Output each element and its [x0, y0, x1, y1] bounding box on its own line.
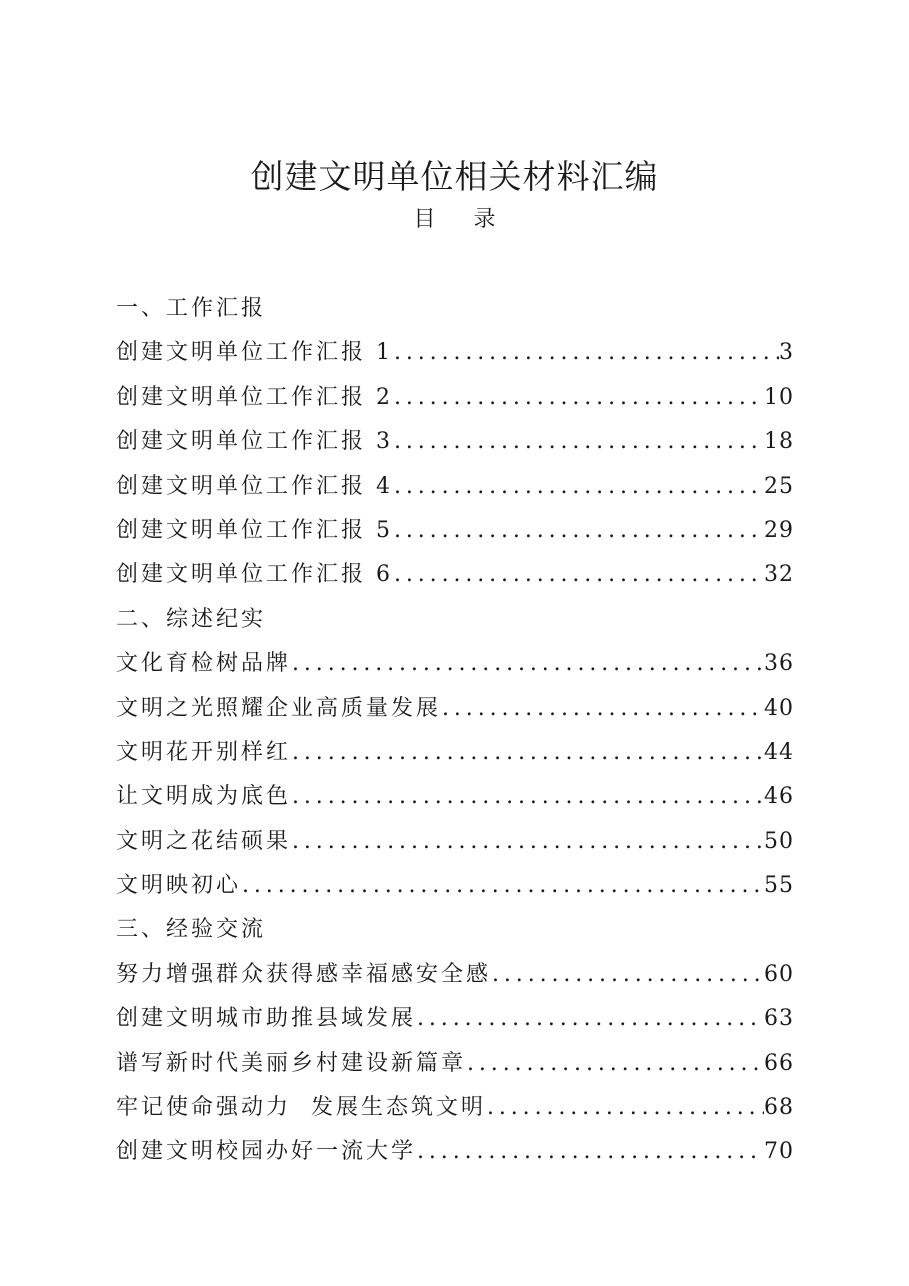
- entry-title: 文化育检树品牌: [116, 651, 292, 677]
- toc-entry[interactable]: [116, 1086, 794, 1130]
- entry-title: 牢记使命强动力 发展生态筑文明: [116, 1095, 486, 1121]
- entry-title: 创建文明单位工作汇报 3: [116, 429, 393, 455]
- toc-entry[interactable]: [116, 687, 794, 731]
- toc-section-experience-exchange: [116, 908, 794, 1174]
- dot-leader: [417, 1130, 764, 1174]
- toc-entry[interactable]: [116, 1042, 794, 1086]
- entry-page-number: 10: [764, 384, 794, 410]
- toc-entry[interactable]: [116, 731, 794, 775]
- entry-page-number: 40: [764, 695, 794, 721]
- entry-title: 创建文明单位工作汇报 1: [116, 340, 393, 366]
- dot-leader: [394, 465, 764, 509]
- entry-page-number: 55: [764, 873, 794, 899]
- entry-title: 文明之光照耀企业高质量发展: [116, 695, 442, 721]
- entry-page-number: 60: [764, 961, 794, 987]
- entry-page-number: 25: [764, 473, 794, 499]
- entry-page-number: 68: [764, 1095, 794, 1121]
- toc-section-overview-records: [116, 598, 794, 909]
- entry-page-number: 46: [764, 784, 794, 810]
- dot-leader: [394, 420, 764, 464]
- entry-page-number: 29: [764, 517, 794, 543]
- dot-leader: [394, 509, 764, 553]
- dot-leader: [492, 953, 764, 997]
- entry-title: 创建文明单位工作汇报 6: [116, 562, 393, 588]
- table-of-contents: [116, 287, 794, 1175]
- section-heading: 一、工作汇报: [116, 296, 267, 321]
- document-title: 创建文明单位相关材料汇编: [250, 157, 659, 196]
- toc-entry[interactable]: [116, 509, 794, 553]
- entry-title: 文明映初心: [116, 873, 242, 899]
- dot-leader: [394, 553, 764, 597]
- entry-page-number: 36: [764, 651, 794, 677]
- dot-leader: [292, 731, 764, 775]
- entry-title: 谱写新时代美丽乡村建设新篇章: [116, 1050, 467, 1076]
- dot-leader: [292, 820, 764, 864]
- entry-title: 让文明成为底色: [116, 784, 292, 810]
- toc-entry[interactable]: [116, 997, 794, 1041]
- entry-page-number: 44: [764, 739, 794, 765]
- entry-title: 创建文明单位工作汇报 2: [116, 384, 393, 410]
- toc-entry[interactable]: [116, 864, 794, 908]
- entry-page-number: 70: [764, 1139, 794, 1165]
- entry-title: 创建文明单位工作汇报 5: [116, 517, 393, 543]
- toc-entry[interactable]: [116, 775, 794, 819]
- toc-entry[interactable]: [116, 465, 794, 509]
- entry-title: 努力增强群众获得感幸福感安全感: [116, 961, 492, 987]
- dot-leader: [394, 331, 779, 375]
- section-heading: 二、综述纪实: [116, 606, 267, 632]
- entry-title: 文明花开别样红: [116, 739, 292, 765]
- toc-entry[interactable]: [116, 376, 794, 420]
- dot-leader: [417, 997, 764, 1041]
- dot-leader: [394, 376, 764, 420]
- toc-entry[interactable]: [116, 553, 794, 597]
- toc-entry[interactable]: [116, 953, 794, 997]
- toc-section-work-reports: [116, 287, 794, 598]
- entry-title: 创建文明城市助推县域发展: [116, 1006, 417, 1032]
- dot-leader: [487, 1086, 764, 1130]
- entry-page-number: 32: [764, 562, 794, 588]
- entry-title: 创建文明单位工作汇报 4: [116, 473, 393, 499]
- toc-entry[interactable]: [116, 820, 794, 864]
- toc-entry[interactable]: [116, 642, 794, 686]
- entry-page-number: 3: [779, 340, 794, 366]
- entry-page-number: 18: [764, 429, 794, 455]
- dot-leader: [292, 775, 764, 819]
- dot-leader: [442, 687, 764, 731]
- toc-entry[interactable]: [116, 331, 794, 375]
- toc-entry[interactable]: [116, 1130, 794, 1174]
- toc-entry[interactable]: [116, 420, 794, 464]
- section-heading: 三、经验交流: [116, 917, 267, 943]
- entry-title: 创建文明校园办好一流大学: [116, 1139, 417, 1165]
- dot-leader: [292, 642, 764, 686]
- entry-page-number: 50: [764, 828, 794, 854]
- dot-leader: [242, 864, 764, 908]
- entry-page-number: 66: [764, 1050, 794, 1076]
- dot-leader: [467, 1042, 764, 1086]
- entry-page-number: 63: [764, 1006, 794, 1032]
- toc-heading: 目录: [413, 207, 534, 232]
- entry-title: 文明之花结硕果: [116, 828, 292, 854]
